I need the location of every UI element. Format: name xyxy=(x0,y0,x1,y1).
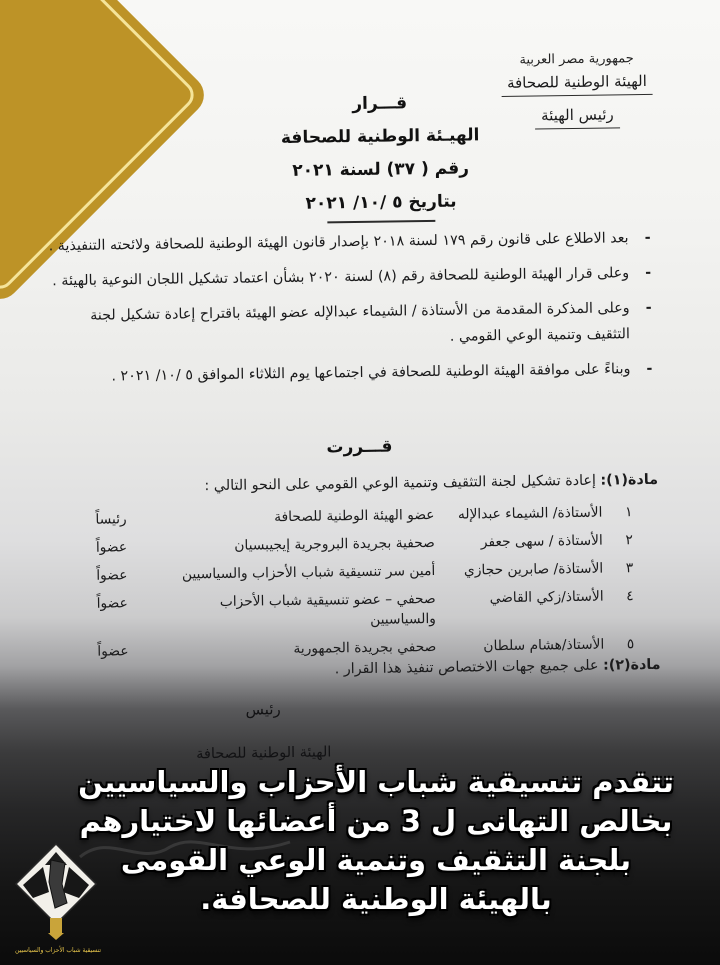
table-row xyxy=(96,530,633,557)
member-number: ٢ xyxy=(625,532,633,549)
committee-members-table xyxy=(95,502,634,669)
decree-word: قـــرار xyxy=(352,93,408,115)
preamble-item: - بعد الاطلاع على قانون رقم ١٧٩ لسنة ٢٠١٨ بإصدار قانون الهيئة الوطنية للصحافة ولائحته التنفيذية . xyxy=(48,225,654,259)
member-position: عضواً xyxy=(97,643,129,660)
member-number: ١ xyxy=(624,504,633,521)
table-row xyxy=(95,502,632,529)
article-2-text: على جميع جهات الاختصاص تنفيذ هذا القرار . xyxy=(334,657,599,678)
preamble xyxy=(48,225,656,399)
table-row xyxy=(97,586,635,633)
member-position: عضواً xyxy=(96,567,128,584)
preamble-item: - وبناءً على موافقة الهيئة الوطنية للصحافة في اجتماعها يوم الثلاثاء الموافق ٥ /١٠/ ٢٠٢١ . xyxy=(50,356,656,390)
letterhead-head-title: رئيس الهيئة xyxy=(460,106,695,130)
member-position: عضواً xyxy=(95,539,128,556)
member-name: الأستاذة / سهى جعفر xyxy=(480,532,603,551)
member-position: عضواً xyxy=(96,595,128,612)
member-name: الأستاذة/ صابرين حجازي xyxy=(463,560,604,579)
congrats-line: تتقدم تنسيقية شباب الأحزاب والسياسيين xyxy=(78,765,674,799)
congrats-line: بخالص التهانى ل 3 من أعضائها لاختيارهم xyxy=(79,804,673,838)
member-role: صحفية بجريدة البروجرية إيجيبسيان xyxy=(234,534,435,554)
member-role: صحفي بجريدة الجمهورية xyxy=(293,638,437,657)
member-name: الأستاذة/ الشيماء عبدالإله xyxy=(457,504,603,523)
decree-title-block xyxy=(250,86,512,225)
eagle-emblem-base xyxy=(48,933,64,940)
signature-block xyxy=(143,699,384,763)
eagle-emblem-icon xyxy=(50,918,62,933)
preamble-item: - وعلى المذكرة المقدمة من الأستاذة / الشيماء عبدالإله عضو الهيئة باقتراح إعادة تشكيل لجنة التثقيف وتنمية الوعي القومي . xyxy=(49,295,656,355)
country-name: جمهورية مصر العربية xyxy=(519,51,634,68)
congrats-line: بلجنة التثقيف وتنمية الوعي القومى xyxy=(120,843,632,877)
member-number: ٤ xyxy=(626,588,634,605)
decree-authority: الهيـئة الوطنية للصحافة xyxy=(280,125,480,149)
member-role: عضو الهيئة الوطنية للصحافة xyxy=(274,506,435,526)
decision-heading: قـــررت xyxy=(326,436,393,458)
article-2-label: مادة(٢): xyxy=(602,656,661,674)
article-1-label: مادة(١): xyxy=(600,471,659,489)
congrats-line: بالهيئة الوطنية للصحافة. xyxy=(200,882,552,916)
article-1 xyxy=(40,468,658,501)
member-position: رئيساً xyxy=(95,511,127,528)
congrats-overlay xyxy=(34,763,718,919)
member-role: أمين سر تنسيقية شباب الأحزاب والسياسيين xyxy=(181,562,436,583)
letterhead-authority: الهيئة الوطنية للصحافة xyxy=(459,73,694,97)
decree-date: بتاريخ ٥ /١٠/ ٢٠٢١ xyxy=(305,191,457,214)
decree-number: رقم ( ٣٧) لسنة ٢٠٢١ xyxy=(292,158,470,181)
table-row xyxy=(96,558,633,585)
member-name: الأستاذ/هشام سلطان xyxy=(483,636,605,655)
member-role: صحفي – عضو تنسيقية شباب الأحزاب والسياسيين xyxy=(219,590,437,628)
coordination-logo xyxy=(14,840,124,958)
logo-banner-text: تنسيقية شباب الأحزاب والسياسيين xyxy=(15,946,109,954)
member-number: ٥ xyxy=(626,636,635,653)
signature-authority: الهيئة الوطنية للصحافة xyxy=(196,744,332,763)
member-name: الأستاذ/زكي القاضي xyxy=(489,588,604,607)
preamble-item: - وعلى قرار الهيئة الوطنية للصحافة رقم (٨) لسنة ٢٠٢٠ بشأن اعتماد تشكيل اللجان النوعية بالهيئة . xyxy=(49,260,655,294)
member-number: ٣ xyxy=(625,560,634,577)
article-1-text: إعادة تشكيل لجنة التثقيف وتنمية الوعي القومي على النحو التالي : xyxy=(204,472,597,495)
date-underline xyxy=(327,220,435,224)
signature-title: رئيس xyxy=(245,700,281,719)
